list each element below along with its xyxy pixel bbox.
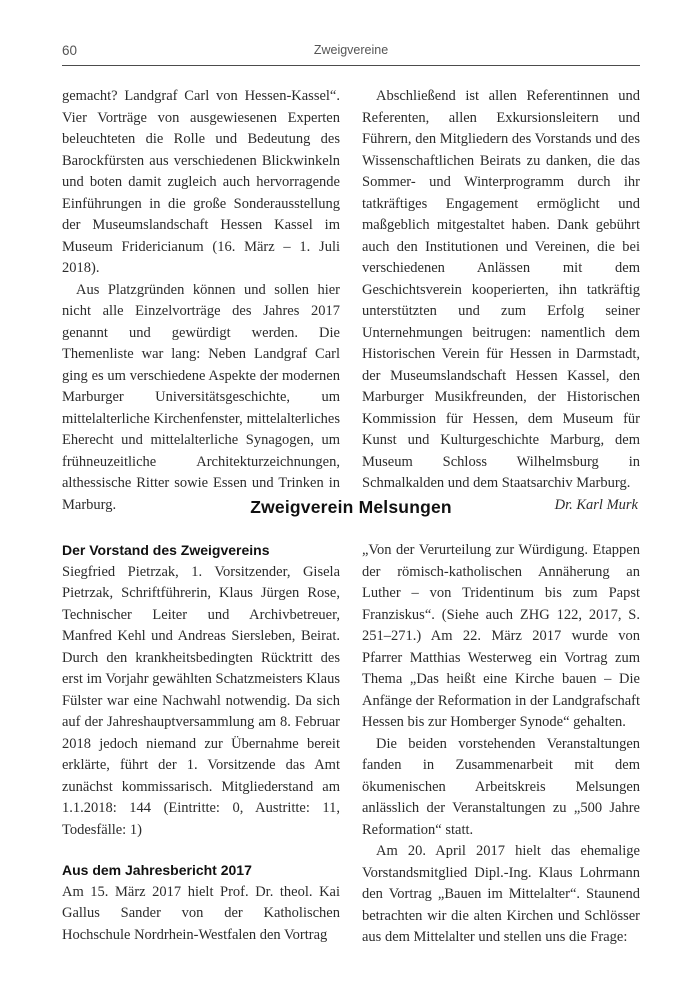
paragraph: Siegfried Pietrzak, 1. Vorsitzender, Gisela Pietrzak, Schriftführerin, Klaus Jürgen Rose, Technischer Leiter und Archivbetreuer, Manfred Kehl und Andreas Siersleben, Beirat. Durch den krankheitsbedingten Rücktritt des erst im Vorjahr gewählten Schatzmeisters Klaus Fülster war eine Nachwahl notwendig. Da sich auf der Jahreshauptversammlung am 8. Februar 2018 jedoch niemand zur Übernahme bereit erklärte, führt der 1. Vorsitzende das Amt zunächst kommissarisch. Mitgliederstand am 1.1.2018: 144 (Eintritte: 0, Austritte: 11, Todesfälle: 1) xyxy=(62,563,340,838)
paragraph: Die beiden vorstehenden Veranstaltungen fanden in Zusammenarbeit mit dem ökumenischen Arbeitskreis Melsungen anlässlich der Veranstaltungen zu „500 Jahre Reformation“ statt. xyxy=(362,735,640,838)
page-number: 60 xyxy=(62,43,78,58)
paragraph: Aus Platzgründen können und sollen hier nicht alle Einzelvorträge des Jahres 2017 genannt und gewürdigt werden. Die Themenliste war lang: Neben Landgraf Carl ging es um verschiedene Aspekte der modernen Marburger Universitätsgeschichte, um mittelalterliche Kirchenfenster, mittelalterliches Eherecht und mittelalterliche Synagogen, um frühneuzeitliche Architekturzeichnungen, althessische Ritter sowie Essen und Trinken in Marburg. xyxy=(62,281,340,513)
page-header xyxy=(62,43,640,66)
subheading-vorstand: Der Vorstand des Zweigvereins xyxy=(62,542,270,558)
paragraph: „Von der Verurteilung zur Würdigung. Etappen der römisch-katholischen Annäherung an Luther – von Tridentinum bis zum Papst Franziskus“. (Siehe auch ZHG 122, 2017, S. 251–271.) Am 22. März 2017 wurde von Pfarrer Matthias Westerweg ein Vortrag zum Thema „Das heißt eine Kirche bauen – Die Anfänge der Reformation in der Landgrafschaft Hessen bis zur Homberger Synode“ gehalten. xyxy=(362,542,640,730)
bottom-left-column xyxy=(62,540,340,949)
paragraph: Am 15. März 2017 hielt Prof. Dr. theol. Kai Gallus Sander von der Katholischen Hochschule Nordrhein-Westfalen den Vortrag xyxy=(62,883,340,943)
subheading-jahresbericht: Aus dem Jahresbericht 2017 xyxy=(62,862,252,878)
paragraph: gemacht? Landgraf Carl von Hessen-Kassel“. Vier Vorträge von ausgewiesenen Experten beleuchteten die Rolle und Bedeutung des Barockfürsten aus verschiedenen Blickwinkeln und boten damit zugleich auch hervorragende Einführungen in die große Sonderausstellung der Museumslandschaft Hessen Kassel im Museum Fridericianum (16. März – 1. Juli 2018). xyxy=(62,88,340,276)
paragraph: Am 20. April 2017 hielt das ehemalige Vorstandsmitglied Dipl.-Ing. Klaus Lohrmann den Vortrag „Bauen im Mittelalter“. Staunend betrachten wir die alten Kirchen und Schlösser aus dem Mittelalter und stellen uns die Frage: xyxy=(362,843,640,945)
melsungen-section xyxy=(62,540,640,949)
top-right-column xyxy=(362,86,640,516)
running-head: Zweigvereine xyxy=(313,43,389,57)
top-left-column xyxy=(62,86,340,516)
author-signature: Dr. Karl Murk xyxy=(554,496,638,513)
paragraph: Abschließend ist allen Referentinnen und Referenten, allen Exkursionsleitern und Führern, den Mitgliedern des Vorstands und des Wissenschaftlichen Beirats zu danken, die das Sommer- und Winterprogramm durch ihr tatkräftiges Engagement ermöglicht und maßgeblich mitgestaltet haben. Dank gebührt auch den Institutionen und Vereinen, die bei verschiedenen Anlässen mit dem Geschichtsverein kooperierten, ihn tatkräftig unterstützten und zum Erfolg seiner Unternehmungen beitrugen: namentlich dem Historischen Verein für Hessen in Darmstadt, der Museumslandschaft Hessen Kassel, den Marburger Musikfreunden, der Historischen Kommission für Hessen, dem Museum für Kunst und Kulturgeschichte Marburg, dem Museum Schloss Wilhelmsburg in Schmalkalden und dem Staatsarchiv Marburg. xyxy=(362,88,640,491)
bottom-right-column xyxy=(362,540,640,949)
section-heading: Zweigverein Melsungen xyxy=(250,497,452,517)
top-section xyxy=(62,86,640,516)
